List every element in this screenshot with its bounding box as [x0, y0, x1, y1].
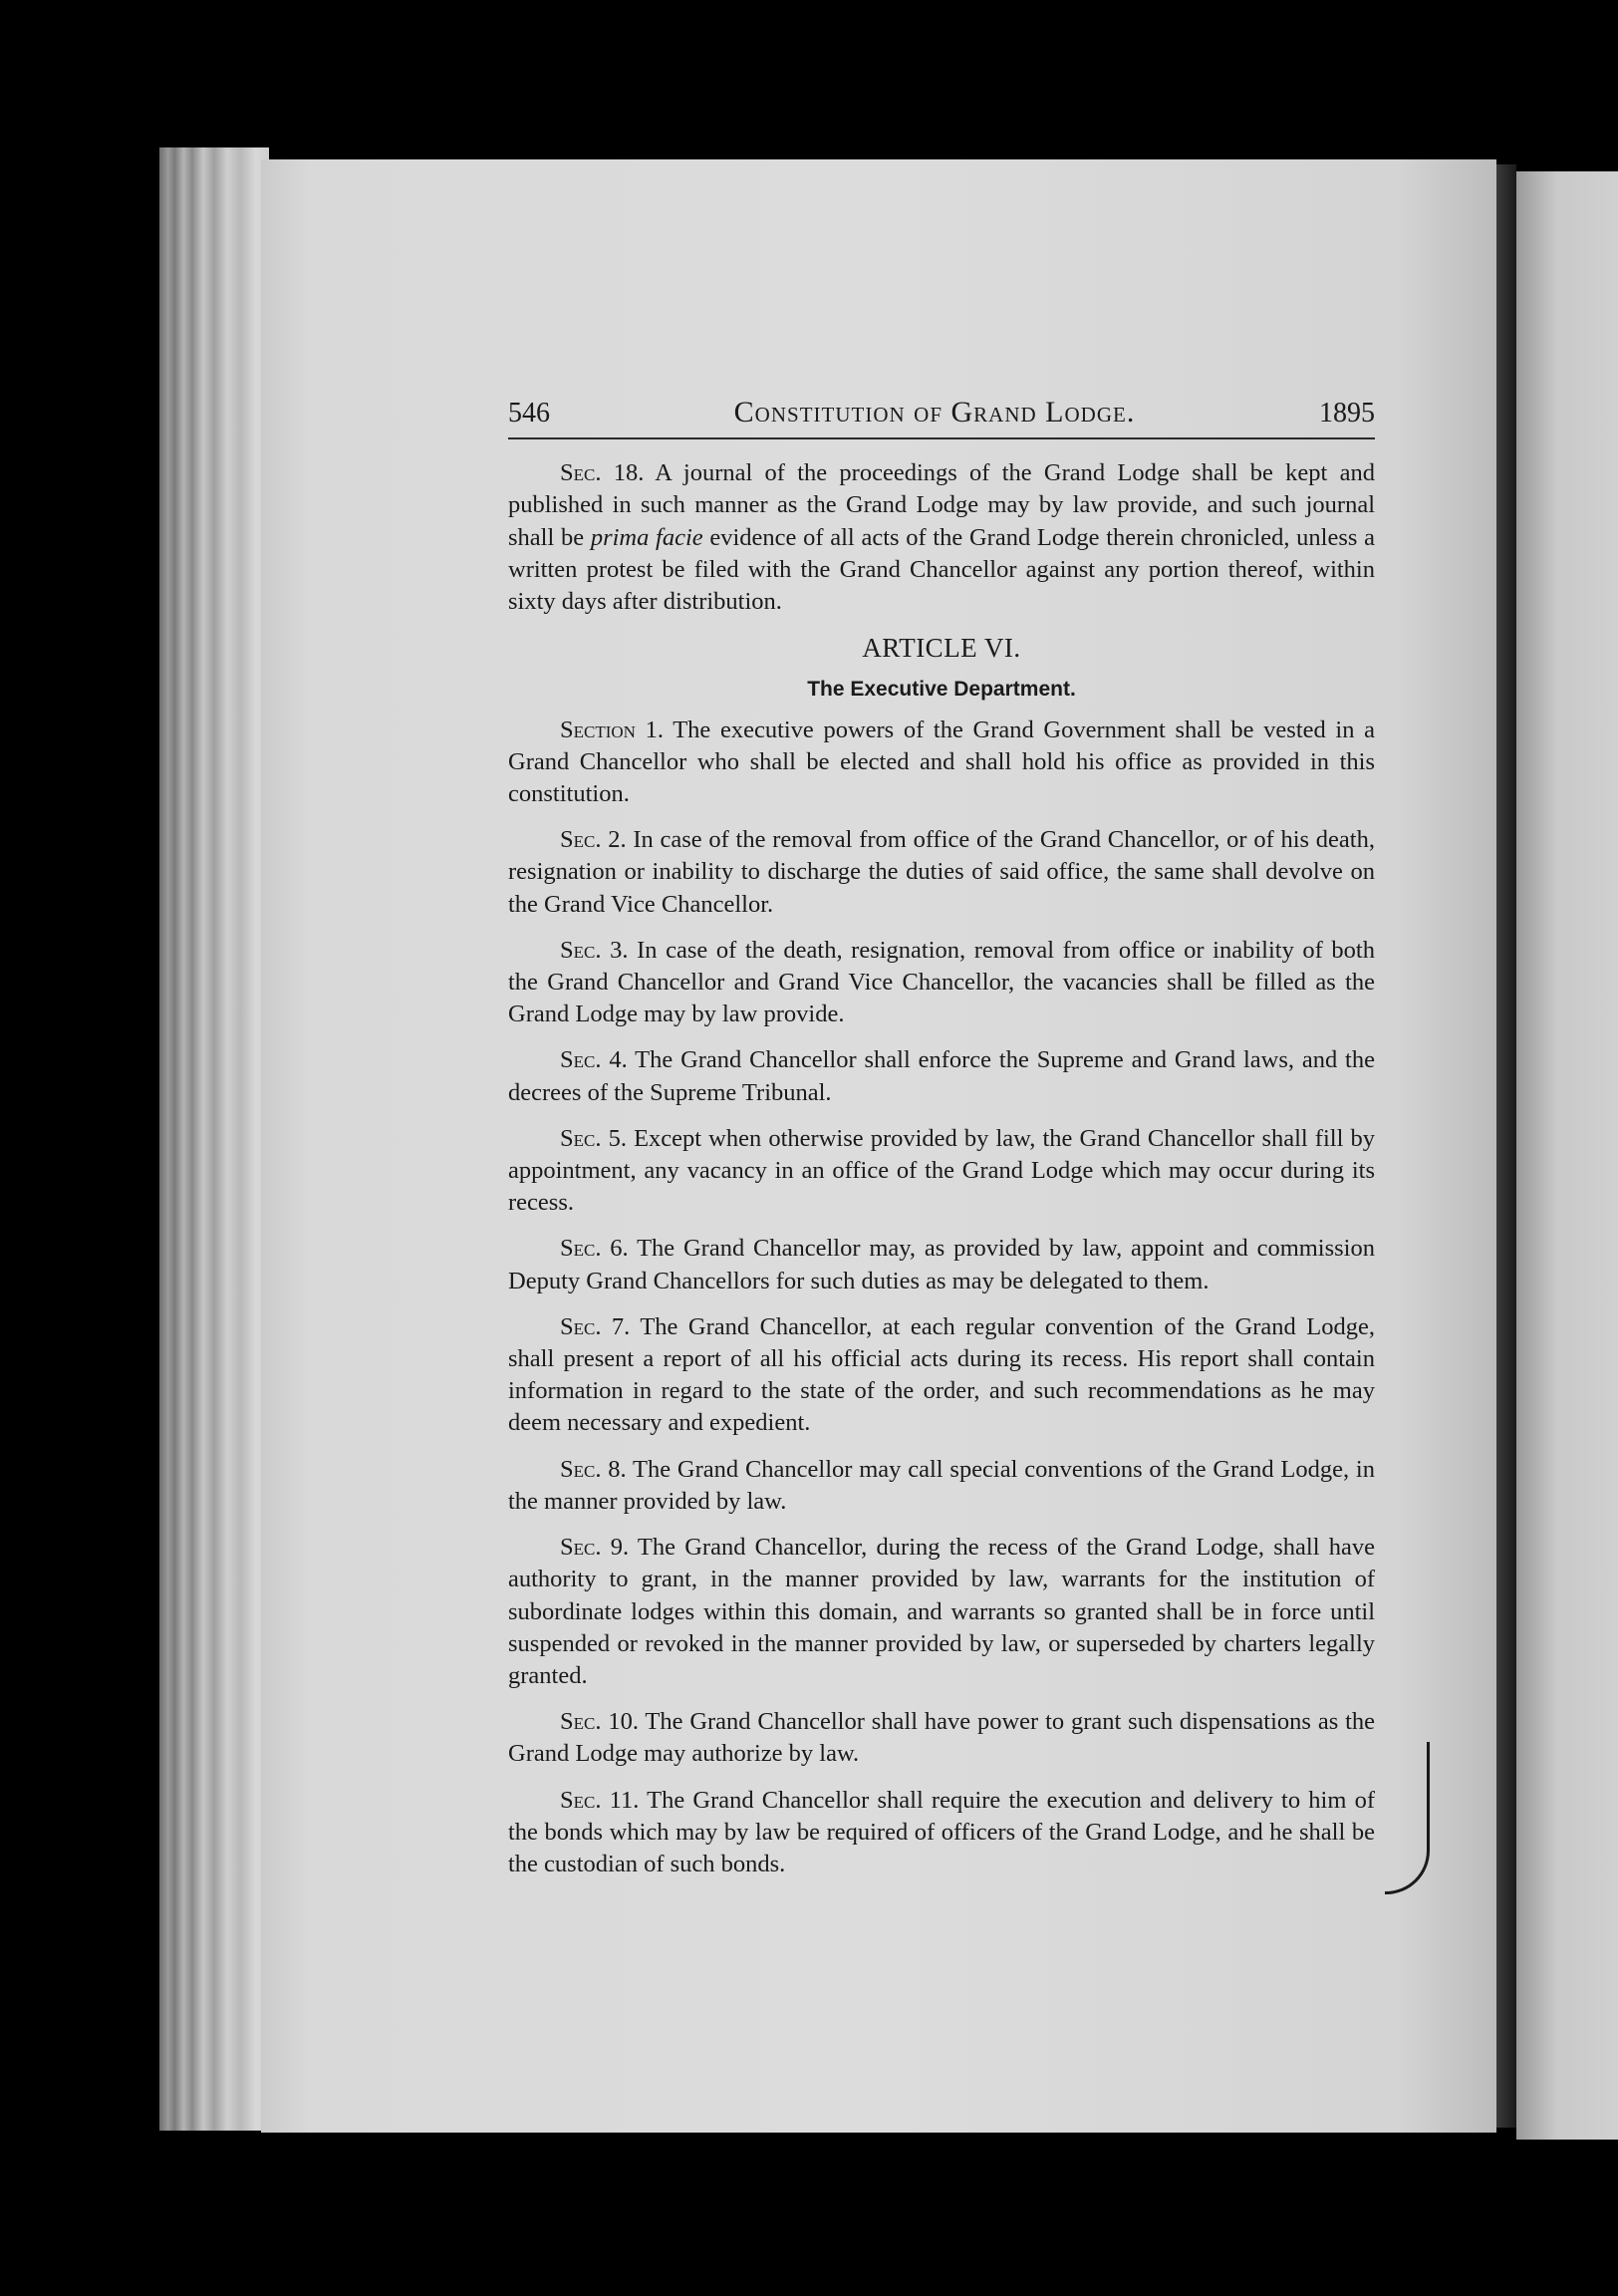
section-label: Sec. 2. — [560, 826, 627, 854]
section-11 — [508, 1785, 1375, 1881]
section-text: The Grand Chancellor shall have power to grant such dispensations as the Grand Lodge may authorize by law. — [508, 1708, 1376, 1768]
section-1 — [508, 715, 1375, 811]
section-label: Section 1. — [560, 716, 664, 743]
section-5 — [508, 1123, 1375, 1220]
section-text: The Grand Chancellor, at each regular convention of the Grand Lodge, shall present a report of all his official acts during its recess. His report shall contain information in regard to the state of the order, and such recommendations as he may deem necessary and expedient. — [508, 1312, 1375, 1437]
margin-pencil-mark — [1385, 1742, 1430, 1894]
book-page-edges — [159, 147, 269, 2131]
section-text: The Grand Chancellor may, as provided by law, appoint and commission Deputy Grand Chancellors for such duties as may be delegated to them. — [508, 1235, 1375, 1294]
section-text: The Grand Chancellor, during the recess of the Grand Lodge, shall have authority to grant, in the manner provided by law, warrants for the institution of subordinate lodges within this domain, and warrants so granted shall be in force until suspended or revoked in the manner provided by law, or superseded by charters legally granted. — [508, 1534, 1375, 1689]
section-label: Sec. 11. — [560, 1786, 640, 1814]
section-9 — [508, 1532, 1375, 1692]
section-label: Sec. 18. — [560, 459, 645, 487]
section-18 — [508, 457, 1375, 618]
page-number: 546 — [508, 398, 550, 429]
section-label: Sec. 7. — [560, 1312, 631, 1340]
section-text: evidence of all acts of the Grand Lodge therein chronicled, unless a written protest be filed with the Grand Chancellor against any portion thereof, within sixty days after distribution. — [508, 523, 1375, 616]
section-text: The Grand Chancellor may call special conventions of the Grand Lodge, in the manner provided by law. — [508, 1455, 1375, 1515]
section-label: Sec. 10. — [560, 1708, 639, 1736]
running-title: Constitution of Grand Lodge. — [733, 396, 1136, 429]
section-text: A journal of the proceedings of the Grand Lodge shall be kept and published in such manner as the Grand Lodge may by law provide, and such journal shall be — [508, 459, 1376, 551]
section-text: In case of the removal from office of the Grand Chancellor, or of his death, resignation or inability to discharge the duties of said office, the same shall devolve on the Grand Vice Chancellor. — [508, 826, 1375, 918]
page-text — [508, 397, 1375, 1894]
section-italic-text: prima facie — [590, 523, 703, 551]
section-text: The Grand Chancellor shall enforce the Supreme and Grand laws, and the decrees of the Supreme Tribunal. — [508, 1046, 1375, 1106]
header-year: 1895 — [1319, 398, 1375, 429]
section-text: The executive powers of the Grand Government shall be vested in a Grand Chancellor who shall be elected and shall hold his office as provided in this constitution. — [508, 716, 1376, 808]
section-7 — [508, 1311, 1375, 1440]
section-label: Sec. 6. — [560, 1235, 629, 1263]
section-label: Sec. 5. — [560, 1124, 627, 1152]
article-subheading: The Executive Department. — [807, 678, 1076, 702]
running-header — [508, 397, 1375, 439]
section-label: Sec. 8. — [560, 1455, 627, 1483]
book-gutter — [1496, 164, 1516, 2128]
section-text: Except when otherwise provided by law, the Grand Chancellor shall fill by appointment, any vacancy in an office of the Grand Lodge which may occur during its recess. — [508, 1124, 1375, 1217]
section-label: Sec. 3. — [560, 936, 629, 964]
facing-page-edge — [1516, 171, 1618, 2140]
section-text: In case of the death, resignation, removal from office or inability of both the Grand Chancellor and Grand Vice Chancellor, the vacancies shall be filled as the Grand Lodge may by law provide. — [508, 936, 1375, 1028]
section-label: Sec. 4. — [560, 1046, 628, 1074]
section-label: Sec. 9. — [560, 1534, 630, 1562]
article-heading: ARTICLE VI. — [862, 633, 1021, 664]
section-8 — [508, 1454, 1375, 1518]
section-text: The Grand Chancellor shall require the execution and delivery to him of the bonds which may by law be required of officers of the Grand Lodge, and he shall be the custodian of such bonds. — [508, 1786, 1375, 1877]
section-2 — [508, 824, 1375, 921]
section-6 — [508, 1233, 1375, 1296]
section-10 — [508, 1706, 1375, 1770]
section-3 — [508, 935, 1375, 1031]
section-4 — [508, 1044, 1375, 1108]
